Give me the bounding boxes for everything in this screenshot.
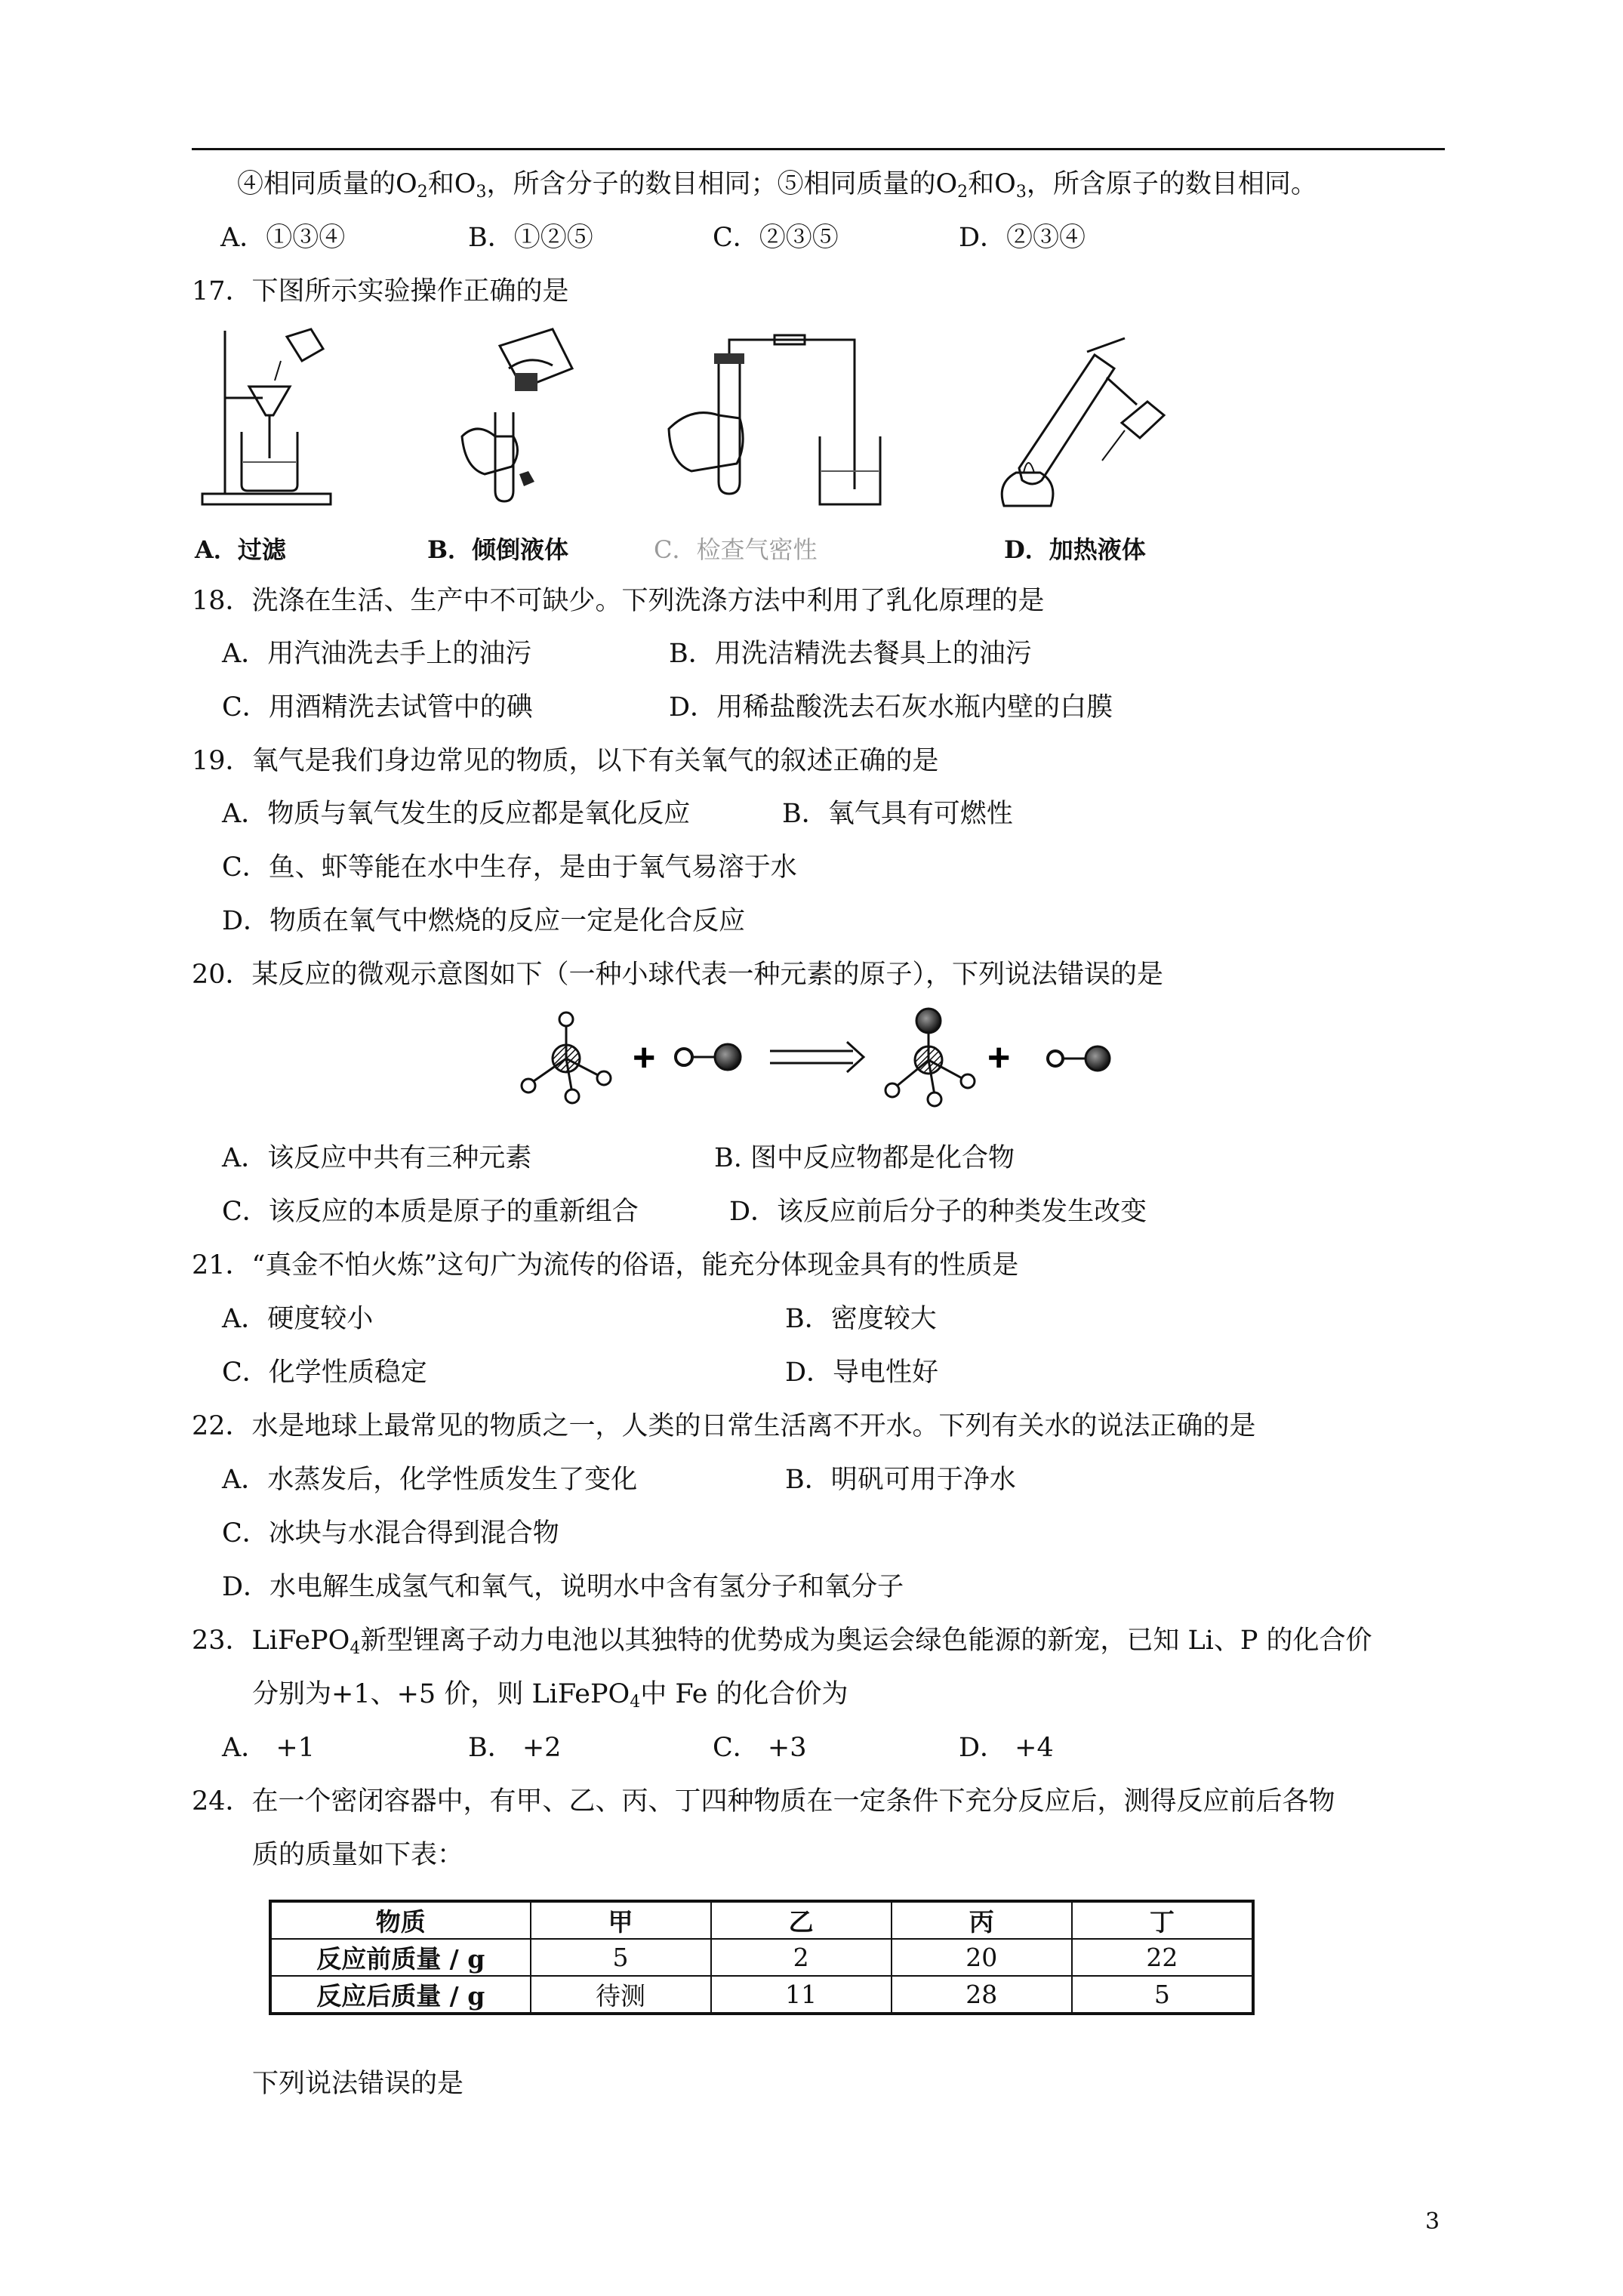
heating-liquid-figure — [974, 332, 1170, 513]
table-cell: 22 — [1072, 1939, 1253, 1976]
q16-option-b: B．①②⑤ — [468, 223, 593, 253]
q19-option-a: A．物质与氧气发生的反应都是氧化反应 — [222, 799, 691, 829]
q18-option-c: C．用酒精洗去试管中的碘 — [222, 692, 533, 723]
q17-question: 17．下图所示实验操作正确的是 — [192, 276, 569, 307]
table-cell: 20 — [892, 1939, 1072, 1976]
q16-option-a: A．①③④ — [220, 223, 346, 253]
table-cell: 待测 — [531, 1976, 711, 2014]
q21-option-a: A．硬度较小 — [222, 1304, 374, 1334]
table-header-row — [270, 1901, 1253, 1939]
q18-option-a: A．用汽油洗去手上的油污 — [222, 639, 532, 669]
table-cell: 反应后质量 / g — [270, 1976, 531, 2014]
q22-option-d: D．水电解生成氢气和氧气，说明水中含有氢分子和氧分子 — [222, 1572, 904, 1602]
q23-option-b: B． +2 — [468, 1733, 562, 1763]
reaction-diagram — [498, 1004, 1147, 1110]
q20-option-a: A．该反应中共有三种元素 — [222, 1143, 532, 1173]
table-cell: 5 — [1072, 1976, 1253, 2014]
figure-a-caption: A．过滤 — [195, 535, 286, 564]
q23-question-line-1: 23．LiFePO$_4$新型锂离子动力电池以其独特的优势成为奥运会绿色能源的新宠，已知 Li、P 的化合价 — [192, 1626, 1372, 1658]
table-cell: 28 — [892, 1976, 1072, 2014]
q24-after-table-text: 下列说法错误的是 — [252, 2069, 464, 2099]
figure-b-caption: B．倾倒液体 — [427, 535, 569, 564]
q20-option-c: C．该反应的本质是原子的重新组合 — [222, 1197, 639, 1227]
pouring-liquid-figure — [439, 323, 605, 512]
q20-question: 20．某反应的微观示意图如下（一种小球代表一种元素的原子），下列说法错误的是 — [192, 960, 1164, 990]
table-header-cell: 甲 — [531, 1901, 711, 1939]
table-row — [270, 1976, 1253, 2014]
q24-question-line-1: 24．在一个密闭容器中，有甲、乙、丙、丁四种物质在一定条件下充分反应后，测得反应前后各物 — [192, 1786, 1335, 1817]
table-header-cell: 物质 — [270, 1901, 531, 1939]
page-number: 3 — [1425, 2208, 1440, 2235]
q23-question-line-2: 分别为+1、+5 价，则 LiFePO$_4$中 Fe 的化合价为 — [252, 1679, 848, 1712]
q21-option-b: B．密度较大 — [785, 1304, 937, 1334]
table-cell: 2 — [711, 1939, 892, 1976]
q20-option-b: B. 图中反应物都是化合物 — [714, 1143, 1015, 1173]
filtration-figure — [198, 326, 334, 507]
svg-text:+: + — [633, 1036, 656, 1080]
table-cell: 5 — [531, 1939, 711, 1976]
q18-question: 18．洗涤在生活、生产中不可缺少。下列洗涤方法中利用了乳化原理的是 — [192, 586, 1045, 616]
q22-option-b: B．明矾可用于净水 — [785, 1465, 1016, 1495]
table-header-cell: 乙 — [711, 1901, 892, 1939]
q19-question: 19．氧气是我们身边常见的物质，以下有关氧气的叙述正确的是 — [192, 746, 939, 776]
table-header-cell: 丁 — [1072, 1901, 1253, 1939]
q24-question-line-2: 质的质量如下表： — [252, 1840, 464, 1870]
q16-option-c: C．②③⑤ — [713, 223, 839, 253]
q20-option-d: D．该反应前后分子的种类发生改变 — [729, 1197, 1147, 1227]
airtightness-figure — [661, 331, 888, 512]
figure-d-caption: D．加热液体 — [1004, 535, 1146, 564]
q16-option-d: D．②③④ — [959, 223, 1086, 253]
figure-c-caption: C．检查气密性 — [654, 535, 818, 564]
q21-option-c: C．化学性质稳定 — [222, 1358, 427, 1388]
q22-question: 22．水是地球上最常见的物质之一，人类的日常生活离不开水。下列有关水的说法正确的是 — [192, 1411, 1256, 1441]
svg-text:+: + — [987, 1036, 1011, 1080]
q19-option-c: C．鱼、虾等能在水中生存，是由于氧气易溶于水 — [222, 852, 797, 883]
table-header-cell: 丙 — [892, 1901, 1072, 1939]
q23-option-a: A． +1 — [222, 1733, 315, 1763]
table-cell: 反应前质量 / g — [270, 1939, 531, 1976]
q19-option-d: D．物质在氧气中燃烧的反应一定是化合反应 — [222, 906, 746, 936]
table-cell: 11 — [711, 1976, 892, 2014]
table-row — [270, 1939, 1253, 1976]
q22-option-a: A．水蒸发后，化学性质发生了变化 — [222, 1465, 638, 1495]
q21-option-d: D．导电性好 — [785, 1358, 939, 1388]
q22-option-c: C．冰块与水混合得到混合物 — [222, 1518, 559, 1549]
q16-statement-line: ④相同质量的$O_2$和$O_3$，所含分子的数目相同；⑤相同质量的$O_2$和$O_3$，所含原子的数目相同。 — [237, 169, 1317, 202]
q18-option-d: D．用稀盐酸洗去石灰水瓶内壁的白膜 — [669, 692, 1113, 723]
q23-option-c: C． +3 — [713, 1733, 807, 1763]
q23-option-d: D． +4 — [959, 1733, 1054, 1763]
q18-option-b: B．用洗洁精洗去餐具上的油污 — [669, 639, 1032, 669]
mass-table — [269, 1900, 1255, 2015]
q21-question: 21．“真金不怕火炼”这句广为流传的俗语，能充分体现金具有的性质是 — [192, 1250, 1019, 1281]
q19-option-b: B．氧气具有可燃性 — [782, 799, 1013, 829]
header-rule — [192, 148, 1445, 150]
